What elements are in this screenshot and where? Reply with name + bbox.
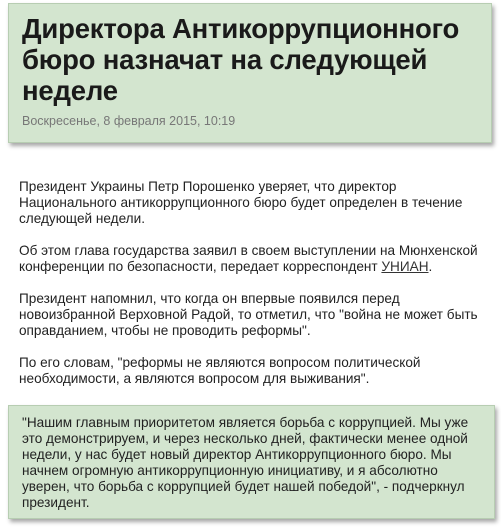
paragraph-2	[19, 243, 481, 275]
paragraph-4: По его словам, "реформы не являются вопросом политической необходимости, а являются вопросом для выживания".	[19, 355, 421, 386]
article-title: Директора Антикоррупционного бюро назначат на следующей неделе	[22, 13, 460, 106]
paragraph-2-text: Об этом глава государства заявил в своем выступлении на Мюнхенской конференции по безопасности, передает корреспондент	[19, 243, 478, 274]
quote-text: "Нашим главным приоритетом является борьба с коррупцией. Мы уже это демонстрируем, и через несколько дней, фактически менее одной недели, у нас будет новый директор Антикоррупционного бюро. Мы начнем огромную антикоррупционную инициативу, и я абсолютно уверен, что борьба с коррупцией будет нашей победой", - подчеркнул президент.	[22, 415, 469, 510]
source-link-unian[interactable]: УНИАН	[381, 259, 429, 274]
quote-block	[8, 405, 495, 519]
paragraph-3: Президент напомнил, что когда он впервые появился перед новоизбранной Верховной Радой, то отметил, что "война не может быть оправданием, чтобы не проводить реформы".	[19, 291, 478, 338]
article-date: Воскресенье, 8 февраля 2015, 10:19	[22, 114, 236, 128]
article-body	[19, 179, 481, 403]
paragraph-2-end: .	[428, 259, 433, 274]
paragraph-1: Президент Украины Петр Порошенко уверяет, что директор Национального антикоррупционного бюро будет определен в течение следующей недели.	[19, 179, 463, 226]
article-header	[8, 3, 492, 143]
